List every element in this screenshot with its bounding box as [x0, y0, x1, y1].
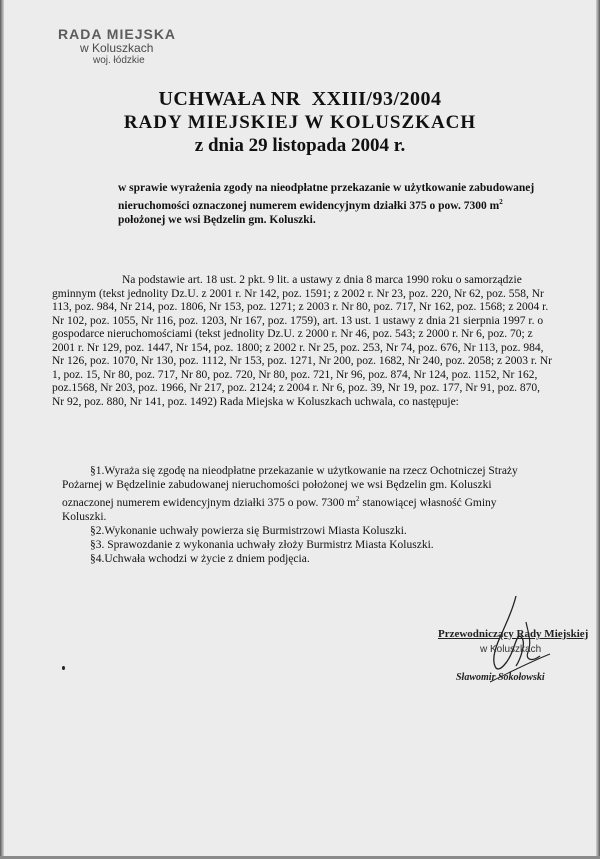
resolution-subject: [118, 181, 538, 227]
subject-sup: 2: [499, 198, 503, 206]
stamp-title: RADA MIEJSKA: [58, 26, 177, 42]
resolution-paragraphs: [62, 464, 542, 566]
issuing-body: RADY MIEJSKIEJ W KOLUSZKACH: [123, 112, 477, 133]
council-stamp: [56, 26, 206, 66]
paragraph-1-end: stanowiącej własność Gminy Koluszki.: [62, 496, 497, 523]
paragraph-3: §3. Sprawozdanie z wykonania uchwały złoży Burmistrz Miasta Koluszki.: [90, 538, 434, 551]
paragraph-1-text: §1.Wyraża się zgodę na nieodpłatne przekazanie w użytkowanie na rzecz Ochotniczej Straży Pożarnej w Będzelinie zabudowanej nieruchomości położonej we wsi Będzelin gm. Koluszki oznaczonej numerem ewidencyjnym działki 375 o pow. 7300 m: [62, 465, 518, 509]
subject-text: w sprawie wyrażenia zgody na nieodpłatne przekazanie w użytkowanie zabudowanej nieruchomości oznaczonej numerem ewidencyjnym działki 375 o pow. 7300 m: [118, 182, 535, 212]
signatory-city: w Koluszkach: [480, 644, 542, 655]
legal-basis-text: Na podstawie art. 18 ust. 2 pkt. 9 lit. a ustawy z dnia 8 marca 1990 roku o samorządzie gminnym (tekst jednolity Dz.U. z 2001 r. Nr 142, poz. 1591; z 2002 r. Nr 23, poz. 220, Nr 62, poz. 558, Nr 113, poz. 984, Nr 214, poz. 1806, Nr 153, poz. 1271; z 2003 r. Nr 80, poz. 717, Nr 162, poz. 1568; z 2004 r. Nr 102, poz. 1055, Nr 116, poz. 1203, Nr 167, poz. 1759), art. 13 ust. 1 ustawy z dnia 21 sierpnia 1997 r. o gospodarce nieruchomościami (tekst jednolity Dz.U. z 2000 r. Nr 46, poz. 543; z 2000 r. Nr 6, poz. 70; z 2001 r. Nr 129, poz. 1447, Nr 154, poz. 1800; z 2002 r. Nr 25, poz. 253, Nr 74, poz. 676, Nr 113, poz. 984, Nr 126, poz. 1070, Nr 130, poz. 1112, Nr 153, poz. 1271, Nr 200, poz. 1682, Nr 240, poz. 2058; z 2003 r. Nr 1, poz. 15, Nr 80, poz. 717, Nr 80, poz. 720, Nr 80, poz. 721, Nr 96, poz. 874, Nr 124, poz. 1152, Nr 162, poz.1568, Nr 203, poz. 1966, Nr 217, poz. 2124; z 2004 r. Nr 6, poz. 39, Nr 19, poz. 177, Nr 91, poz. 870, Nr 92, poz. 880, Nr 141, poz. 1492) Rada Miejska w Koluszkach uchwala, co następuje:: [52, 274, 552, 408]
legal-basis: [52, 274, 552, 409]
scan-speck: [62, 666, 65, 670]
paragraph-4: §4.Uchwała wchodzi w życie z dniem podjęcia.: [90, 552, 310, 565]
paragraph-1-sup: 2: [356, 495, 360, 503]
resolution-number: UCHWAŁA NR XXIII/93/2004: [158, 88, 442, 110]
resolution-date: z dnia 29 listopada 2004 r.: [194, 135, 406, 156]
resolution-header: [0, 88, 600, 157]
stamp-city: w Koluszkach: [80, 41, 154, 55]
signature-block: [400, 592, 600, 702]
signatory-name: Sławomir Sokołowski: [456, 672, 545, 683]
paragraph-2: §2.Wykonanie uchwały powierza się Burmistrzowi Miasta Koluszki.: [90, 524, 407, 537]
signatory-title: Przewodniczący Rady Miejskiej: [438, 628, 589, 640]
subject-text-end: położonej we wsi Będzelin gm. Koluszki.: [118, 213, 316, 226]
paragraph-1: [62, 464, 542, 524]
stamp-region: woj. łódzkie: [93, 55, 145, 66]
